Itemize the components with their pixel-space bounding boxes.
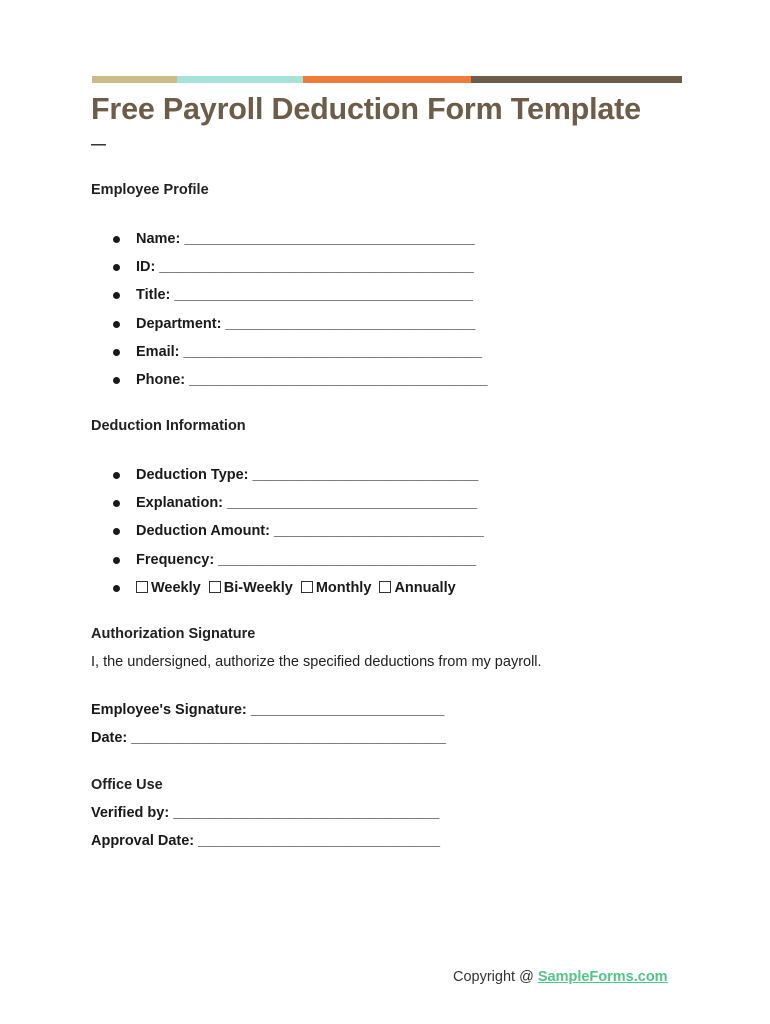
monthly-option[interactable] [301,580,372,596]
bullet-icon [113,528,120,535]
footer-copyright [453,969,668,985]
annually-option[interactable] [379,580,455,596]
authorization-heading: Authorization Signature [91,626,256,642]
checkbox-icon[interactable] [209,581,221,593]
verified-by-field[interactable]: Verified by: _________________________________ [91,805,440,821]
stripe-segment-mint [177,76,303,83]
bi-weekly-label: Bi-Weekly [223,579,293,596]
bullet-icon [113,236,120,243]
email-field[interactable]: Email: _____________________________________ [136,343,482,360]
checkbox-icon[interactable] [379,581,391,593]
department-field[interactable]: Department: _______________________________ [136,315,476,332]
bullet-icon [113,557,120,564]
bullet-icon [113,377,120,384]
color-stripe [92,76,682,83]
phone-field[interactable]: Phone: _____________________________________ [136,371,488,388]
id-field[interactable]: ID: _______________________________________ [136,259,474,276]
deduction-amount-field[interactable]: Deduction Amount: __________________________ [136,523,484,540]
bullet-icon [113,292,120,299]
copyright-text: Copyright @ [453,969,538,985]
stripe-segment-brown [471,76,682,83]
title-dash: — [91,136,106,153]
employee-signature-field[interactable]: Employee's Signature: ________________________ [91,702,445,718]
bullet-icon [113,321,120,328]
deduction-type-field[interactable]: Deduction Type: ____________________________ [136,467,479,483]
checkbox-icon[interactable] [136,581,148,593]
frequency-field[interactable]: Frequency: ________________________________ [136,551,477,568]
bullet-icon [113,349,120,356]
bullet-icon [113,472,120,479]
bullet-icon [113,264,120,271]
weekly-option[interactable] [136,580,201,596]
stripe-segment-tan [92,76,177,83]
bi-weekly-option[interactable] [209,580,293,596]
monthly-label: Monthly [315,579,372,596]
annually-label: Annually [394,579,456,596]
office-use-heading: Office Use [91,777,163,793]
bullet-icon [113,500,120,507]
approval-date-field[interactable]: Approval Date: ______________________________ [91,833,441,849]
checkbox-icon[interactable] [301,581,313,593]
authorization-statement: I, the undersigned, authorize the specified deductions from my payroll. [91,654,542,670]
date-field[interactable]: Date: _______________________________________ [91,730,446,746]
stripe-segment-orange [303,76,471,83]
weekly-label: Weekly [151,579,201,596]
bullet-icon [113,585,120,592]
deduction-information-heading: Deduction Information [91,418,246,434]
frequency-options [136,578,460,598]
name-field[interactable]: Name: ____________________________________ [136,231,475,247]
brand-link[interactable]: SampleForms.com [537,969,668,985]
page-title: Free Payroll Deduction Form Template [91,92,641,126]
title-field[interactable]: Title: _____________________________________ [136,287,473,304]
employee-profile-heading: Employee Profile [91,182,209,198]
explanation-field[interactable]: Explanation: _______________________________ [136,495,478,512]
